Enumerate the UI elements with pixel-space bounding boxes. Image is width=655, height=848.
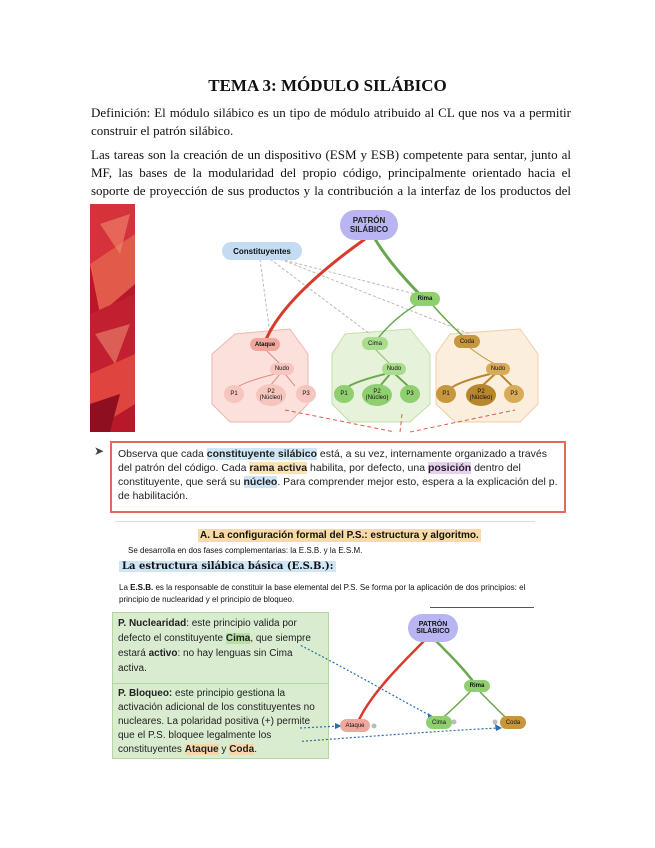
- coda-p2-node: P2 (Núcleo): [466, 384, 496, 406]
- ataque-p2-node: P2 (Núcleo): [256, 384, 286, 406]
- coda-p1-node: P1: [436, 385, 456, 403]
- esb-root-node: PATRÓN SILÁBICO: [408, 614, 458, 642]
- decorative-red-image: [90, 204, 135, 432]
- esb-diagram: [300, 610, 540, 760]
- cima-p3-node: P3: [400, 385, 420, 403]
- bloqueo-box: P. Bloqueo: este principio gestiona la activación adicional de los constituyentes no nucleares. La polaridad positiva (+) permite que el P.S. bloquee legalmente los constituyentes Ataque y Coda.: [112, 683, 329, 759]
- root-node: PATRÓN SILÁBICO: [340, 210, 398, 240]
- esb-rima-node: Rima: [464, 680, 490, 692]
- esb-underline: [430, 607, 534, 608]
- note-box: Observa que cada constituyente silábico está, a su vez, internamente organizado a través del patrón del código. Cada rama activa habilita, por defecto, una posición dentro del constituyente, que será su núcleo. Para comprender mejor esto, espera a la explicación del p. de habilitación.: [110, 441, 566, 513]
- definition-paragraph: Definición: El módulo silábico es un tipo de módulo atribuido al CL que nos va a permitir construir el patrón silábico.: [91, 105, 571, 138]
- ataque-p1-node: P1: [224, 385, 244, 403]
- ataque-nudo-node: Nudo: [270, 363, 294, 375]
- cima-p1-node: P1: [334, 385, 354, 403]
- rima-node: Rima: [410, 292, 440, 306]
- coda-node: Coda: [454, 335, 480, 348]
- cima-node: Cima: [362, 337, 388, 350]
- esb-cima-node: Cima: [426, 716, 452, 729]
- coda-nudo-node: Nudo: [486, 363, 510, 375]
- esb-text: La E.S.B. es la responsable de constituir la base elemental del P.S. Se forma por la aplicación de dos principios: el principio de nuclearidad y el principio de bloqueo.: [119, 583, 526, 604]
- constituyentes-node: Constituyentes: [222, 242, 302, 260]
- section-divider: [115, 521, 535, 522]
- esb-title: La estructura silábica básica (E.S.B.):: [119, 561, 336, 572]
- cima-p2-node: P2 (Núcleo): [362, 384, 392, 406]
- tasks-paragraph: Las tareas son la creación de un dispositivo (ESM y ESB) competente para sentar, junto al MF, las bases de la modularidad del propio código, principalmente orientado hacia el soporte de proyección de sus productos y la contribución a la interfaz de los productos del: [91, 147, 571, 198]
- syllable-pattern-diagram: [140, 204, 580, 436]
- section-a-sub: Se desarrolla en dos fases complementarias: la E.S.B. y la E.S.M.: [128, 546, 363, 555]
- page-title: TEMA 3: MÓDULO SILÁBICO: [208, 76, 447, 95]
- ataque-p3-node: P3: [296, 385, 316, 403]
- nuclearidad-box: P. Nuclearidad: este principio valida por defecto el constituyente Cima, que siempre estará activo: no hay lenguas sin Cima activa.: [112, 612, 329, 684]
- esb-ataque-node: Ataque: [340, 719, 370, 732]
- esb-coda-node: Coda: [500, 716, 526, 729]
- cima-nudo-node: Nudo: [382, 363, 406, 375]
- ataque-node: Ataque: [250, 338, 280, 351]
- note-arrow-icon: ➤: [94, 444, 105, 458]
- section-a-heading: A. La configuración formal del P.S.: estructura y algoritmo.: [200, 530, 479, 541]
- coda-p3-node: P3: [504, 385, 524, 403]
